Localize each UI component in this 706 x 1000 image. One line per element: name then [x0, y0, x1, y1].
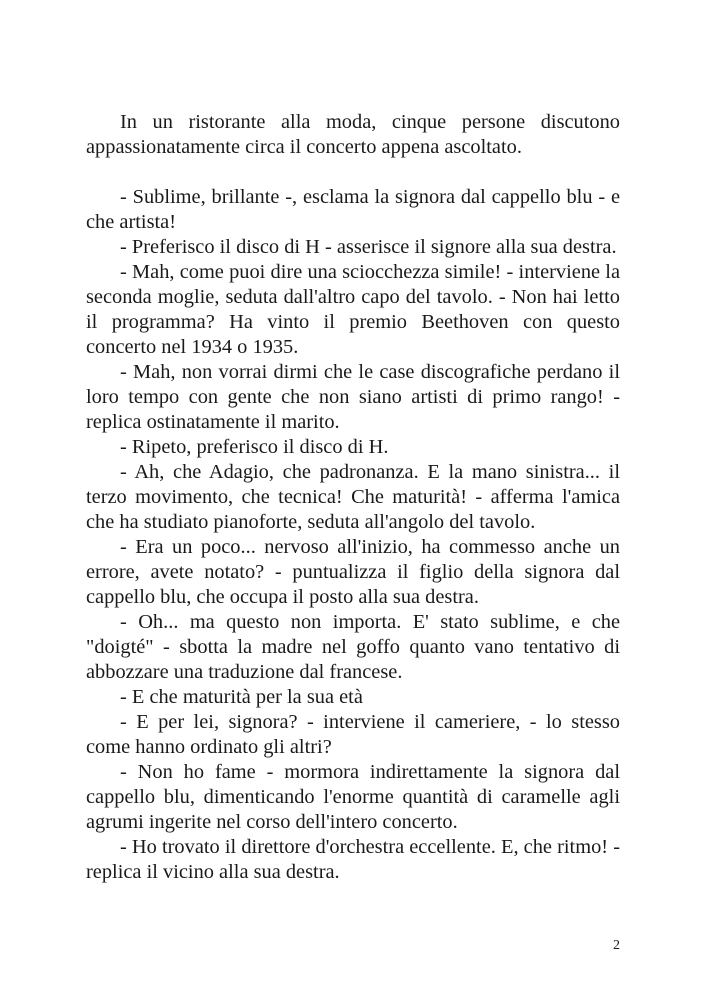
dialogue-paragraph: - Non ho fame - mormora indirettamente la signora dal cappello blu, dimenticando l'enorme quantità di caramelle agli agrumi ingerite nel corso dell'intero concerto.	[86, 761, 620, 833]
dialogue-paragraph: - Ah, che Adagio, che padronanza. E la mano sinistra... il terzo movimento, che tecnica! Che maturità! - afferma l'amica che ha studiato pianoforte, seduta all'angolo del tavolo.	[86, 461, 620, 533]
dialogue-paragraph: - Era un poco... nervoso all'inizio, ha commesso anche un errore, avete notato? - puntualizza il figlio della signora dal cappello blu, che occupa il posto alla sua destra.	[86, 536, 620, 608]
dialogue-paragraph: - E che maturità per la sua età	[120, 686, 363, 708]
body-text	[86, 110, 620, 885]
dialogue-paragraph: - Sublime, brillante -, esclama la signora dal cappello blu - e che artista!	[86, 186, 620, 233]
dialogue-paragraph: - Preferisco il disco di H - asserisce il signore alla sua destra.	[120, 236, 617, 258]
dialogue-paragraph: - Ripeto, preferisco il disco di H.	[120, 436, 389, 458]
dialogue-paragraph: - Mah, come puoi dire una sciocchezza simile! - interviene la seconda moglie, seduta dall'altro capo del tavolo. - Non hai letto il programma? Ha vinto il premio Beethoven con questo concerto nel 1934 o 1935.	[86, 261, 620, 358]
page-number: 2	[613, 938, 620, 953]
intro-paragraph: In un ristorante alla moda, cinque persone discutono appassionatamente circa il concerto appena ascoltato.	[86, 111, 620, 158]
dialogue-paragraph: - E per lei, signora? - interviene il cameriere, - lo stesso come hanno ordinato gli altri?	[86, 711, 620, 758]
dialogue-paragraph: - Oh... ma questo non importa. E' stato sublime, e che "doigté" - sbotta la madre nel goffo quanto vano tentativo di abbozzare una traduzione dal francese.	[86, 611, 620, 683]
dialogue-paragraph: - Mah, non vorrai dirmi che le case discografiche perdano il loro tempo con gente che non siano artisti di primo rango! - replica ostinatamente il marito.	[86, 361, 620, 433]
dialogue-paragraph: - Ho trovato il direttore d'orchestra eccellente. E, che ritmo! - replica il vicino alla sua destra.	[86, 836, 620, 883]
